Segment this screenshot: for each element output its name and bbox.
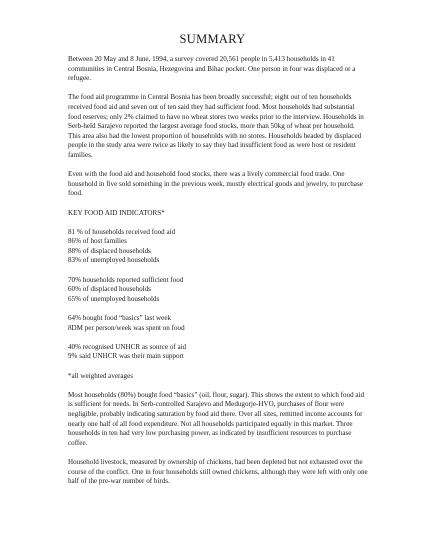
indicator-line: 40% recognised UNHCR as source of aid xyxy=(68,342,187,351)
indicator-line: 70% households reported sufficient food xyxy=(68,275,184,284)
indicator-line: 60% of displaced households xyxy=(68,285,151,294)
indicators-heading: KEY FOOD AID INDICATORS* xyxy=(68,208,165,217)
indicators-footnote: *all weighted averages xyxy=(68,371,133,380)
indicator-line: 81 % of households received food aid xyxy=(68,227,176,236)
indicator-group-food-aid xyxy=(68,228,368,266)
indicator-line: 64% bought food “basics” last week xyxy=(68,314,172,323)
document-body xyxy=(68,55,368,496)
indicator-line: 86% of host families xyxy=(68,237,127,246)
indicator-group-sufficient-food xyxy=(68,276,368,305)
indicator-line: 8DM per person/week was spent on food xyxy=(68,323,185,332)
paragraph-food-aid-programme: The food aid programme in Central Bosnia has been broadly successful; eight out of ten households received food aid and seven out of ten said they had sufficient food. Most households had substantial food reserves; only 2% claimed to have no wheat stores two weeks prior to the interview. Households in Serb-held Sarajevo reported the largest average food stocks, more than 50kg of wheat per household. This area also had the lowest proportion of households with no stores. Households headed by displaced people in the study area were twice as likely to say they had insufficient food as were host or resident families. xyxy=(68,93,364,159)
paragraph-food-purchases: Most households (80%) bought food “basics” (oil, flour, sugar). This shows the extent to which food aid is sufficient for needs. In Serb-controlled Sarajevo and Medugorje-HVO, purchases of flour were negligible, probably indicating saturation by food aid there. Over all sites, remitted income accounts for nearly one half of all food expenditure. Not all households participated equally in this market. Three households in ten had very low purchasing power, as indicated by insufficient resources to purchase coffee. xyxy=(68,390,365,447)
paragraph-survey-overview: Between 20 May and 8 June, 1994, a survey covered 20,561 people in 5,413 households in 41 communities in Central Bosnia, Hezegovina and Bihac pocket. One person in four was displaced or a refugee. xyxy=(68,55,356,83)
indicator-line: 83% of unemployed households xyxy=(68,256,160,265)
indicator-line: 88% of displaced households xyxy=(68,246,151,255)
page-title: SUMMARY xyxy=(179,32,246,46)
indicator-line: 65% of unemployed households xyxy=(68,294,160,303)
indicator-group-purchases xyxy=(68,314,368,333)
indicator-group-unhcr xyxy=(68,343,368,362)
indicator-line: 9% said UNHCR was their main support xyxy=(68,352,184,361)
paragraph-livestock: Household livestock, measured by ownership of chickens, had been depleted but not exhausted over the course of the conflict. One in four households still owned chickens, although they were left with only one half of the pre-war number of birds. xyxy=(68,457,368,486)
paragraph-commercial-trade: Even with the food aid and household food stocks, there was a lively commercial food trade. One household in five sold something in the previous week, mostly electrical goods and jewelry, to purchase food. xyxy=(68,170,363,198)
